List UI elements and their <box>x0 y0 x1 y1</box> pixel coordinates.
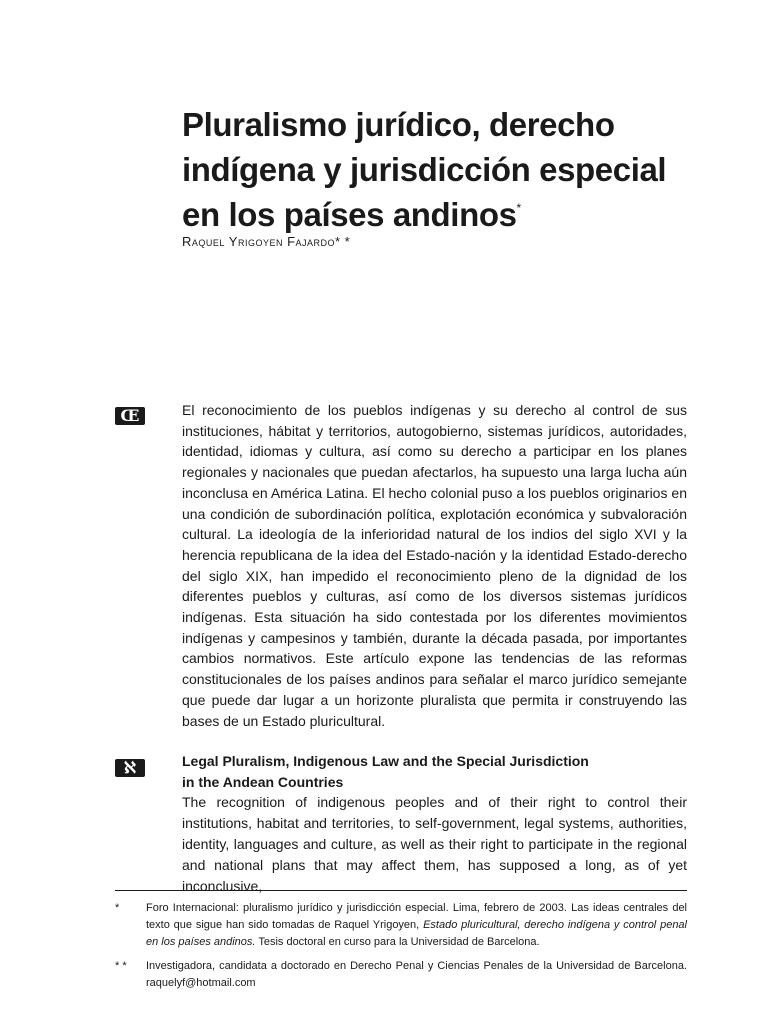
english-abstract-title <box>182 751 687 792</box>
footnote-1-text-before: Foro Internacional: pluralismo jurídico y jurisdicción especial. Lima, febrero de 2003. Las ideas centrales del texto que sigue han sido tomadas de Raquel Yrigoyen, <box>146 902 687 931</box>
footnote-1-text-after: Tesis doctoral en curso para la Universidad de Barcelona. <box>258 936 540 948</box>
article-title <box>182 102 702 237</box>
abstract-spanish: El reconocimiento de los pueblos indígenas y su derecho al control de sus instituciones, hábitat y territorios, autogobierno, sistemas jurídicos, autoridades, identidad, idiomas y cultura, así como su derecho a participar en los planes regionales y nacionales que puedan afectarlos, ha supuesto una larga lucha aún inconclusa en América Latina. El hecho colonial puso a los pueblos originarios en una condición de subordinación política, explotación económica y subvaloración cultural. La ideología de la inferioridad natural de los indios del siglo XVI y la herencia republicana de la idea del Estado-nación y la identidad Estado-derecho del siglo XIX, han impedido el reconocimiento pleno de la dignidad de los diferentes pueblos y culturas, así como de los diversos sistemas jurídicos indígenas. Esta situación ha sido contestada por los diferentes movimientos indígenas y campesinos y también, durante la década pasada, por importantes cambios normativos. Este artículo expone las tendencias de las reformas constitucionales de los países andinos para señalar el marco jurídico semejante que puede dar lugar a un horizonte pluralista que permita ir construyendo las bases de un Estado pluricultural. <box>182 402 687 729</box>
footnote-1-thesis-title: Estado pluricultural, derecho indígena y control penal en los países andinos. <box>146 919 687 948</box>
english-title-line-2: in the Andean Countries <box>182 773 344 790</box>
footnote-2 <box>115 958 687 992</box>
author-footnote-marker[interactable]: * * <box>335 234 351 249</box>
author-name: Raquel Yrigoyen Fajardo <box>182 234 336 249</box>
title-line-3 <box>182 192 702 237</box>
title-footnote-marker[interactable]: * <box>516 201 521 215</box>
footnote-2-mark: * * <box>115 960 127 972</box>
footnote-1-text <box>146 900 687 951</box>
title-line-3-text: en los países andinos <box>182 196 517 233</box>
title-line-2: indígena y jurisdicción especial <box>182 151 667 188</box>
english-title-line-1: Legal Pluralism, Indigenous Law and the Special Jurisdiction <box>182 753 589 769</box>
author-byline <box>182 234 350 249</box>
title-line-1: Pluralismo jurídico, derecho <box>182 106 615 143</box>
title-block <box>182 102 702 237</box>
abstract-english: The recognition of indigenous peoples and of their right to control their institutions, habitat and territories, to self-government, legal systems, authorities, identity, languages and culture, as well as their right to participate in the regional and national plans that may affect them, has supposed a long, as of yet inconclusive, <box>182 794 687 894</box>
footnote-1 <box>115 900 687 951</box>
footnote-2-text: Investigadora, candidata a doctorado en Derecho Penal y Ciencias Penales de la Universidad de Barcelona. raquelyf@hotmail.com <box>146 960 687 989</box>
footnote-1-mark: * <box>115 902 120 914</box>
spanish-abstract-ornament-icon: Œ <box>115 407 145 425</box>
footnote-divider <box>115 890 687 891</box>
english-abstract-ornament-icon: ℵ <box>115 759 145 777</box>
